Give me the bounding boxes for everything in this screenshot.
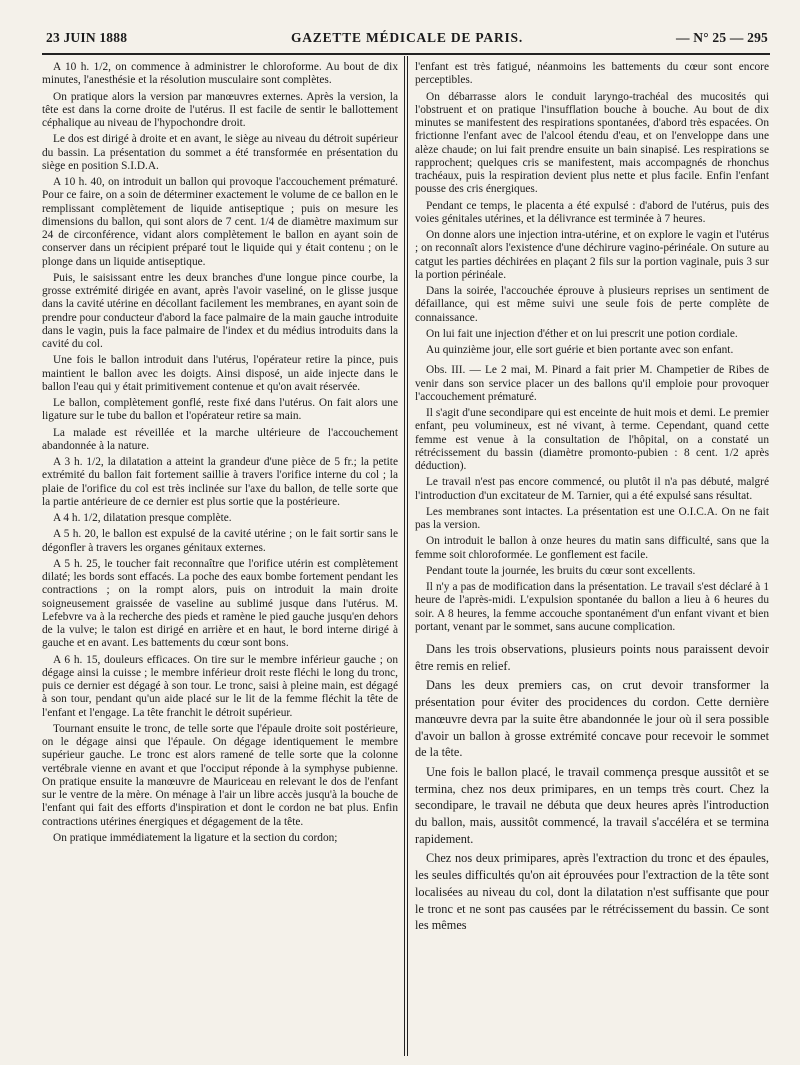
paragraph: A 6 h. 15, douleurs efficaces. On tire sur le membre inférieur gauche ; on dégage ainsi la cuisse ; le membre inférieur droit reste fléchi le long du tronc, puis ce dernier est dégagé à son tour. Le tronc, saisi à pleine main, est dégagé à son tour, pendant qu'un aide placé sur le lit de la femme fléchit la tête de l'enfant et l'engage. La tête franchit le détroit supérieur. bbox=[42, 653, 398, 719]
paragraph: Dans les deux premiers cas, on crut devoir transformer la présentation pour éviter des procidences du cordon. Cette dernière manœuvre devra par la suite être abandonnée le jour où il sera possible d'avoir un ballon à grosse extrémité concave pour recevoir le sommet de la tête. bbox=[415, 678, 769, 760]
page-number: — N° 25 — 295 bbox=[676, 30, 768, 45]
paragraph: A 5 h. 25, le toucher fait reconnaître que l'orifice utérin est complètement dilaté; les bords sont effacés. La poche des eaux bombe fortement pendant les contractions ; on la rompt alors, puis on introduit la main droite soigneusement graissée de vaseline au sublimé jusque dans l'utérus. M. Lefebvre va à la recherche des pieds et ramène le pied gauche jusqu'en dehors de la vulve; le talon est dirigé en arrière et en haut, le bord interne dirigé à gauche et en avant. Les battements du cœur sont bons. bbox=[42, 557, 398, 650]
paragraph: Dans la soirée, l'accouchée éprouve à plusieurs reprises un sentiment de défaillance, qui est même suivi une seule fois de perte complète de connaissance. bbox=[415, 285, 769, 324]
column-divider-inner bbox=[407, 56, 408, 1056]
left-column bbox=[42, 61, 398, 1056]
paragraph: On donne alors une injection intra-utérine, et on explore le vagin et l'utérus ; on reconnaît alors l'existence d'une déchirure vagino-périnéale. On suture au catgut les parties déchirées en plaçant 2 fils sur la portion vaginale, puis 3 sur la portion périnéale. bbox=[415, 229, 769, 281]
page-header bbox=[46, 30, 768, 50]
column-divider bbox=[404, 56, 405, 1056]
paragraph: A 3 h. 1/2, la dilatation a atteint la grandeur d'une pièce de 5 fr.; la petite extrémité du ballon fait fortement saillie à travers l'orifice interne du col ; la plaie de l'orifice du col est très inclinée sur l'axe du ballon, de telle sorte que la partie antérieure de ce dernier est plus sortie que la postérieure. bbox=[42, 456, 398, 508]
observation-heading-paragraph: Obs. III. — Le 2 mai, M. Pinard a fait prier M. Champetier de Ribes de venir dans son service placer un des ballons qu'il emploie pour provoquer l'accouchement prématuré. bbox=[415, 364, 769, 403]
paragraph: Tournant ensuite le tronc, de telle sorte que l'épaule droite soit postérieure, on le dégage ainsi que l'épaule. On dégage identiquement le membre supérieur gauche. Le tronc est alors ramené de telle sorte que la colonne vertébrale vienne en avant et que l'occiput réponde à la symphyse pubienne. On pratique ensuite la manœuvre de Mauriceau en relevant le dos de l'enfant sur le ventre de la mère. On ménage à l'air un libre accès jusqu'à la bouche de l'enfant qui fait des efforts d'inspiration et dont le cordon ne bat plus. Enfin contractions utérines énergiques et dégagement de la tête. bbox=[42, 722, 398, 828]
paragraph: Une fois le ballon introduit dans l'utérus, l'opérateur retire la pince, puis maintient le ballon avec les doigts. Ainsi disposé, un aide injecte dans le ballon l'eau qui y était primitivement contenue et qu'on avait réservée. bbox=[42, 354, 398, 393]
paragraph: La malade est réveillée et la marche ultérieure de l'accouchement abandonnée à la nature. bbox=[42, 426, 398, 452]
paragraph: Puis, le saisissant entre les deux branches d'une longue pince courbe, la grosse extrémité dirigée en avant, après l'avoir vaseliné, on le glisse jusque dans la cavité utérine en décollant facilement les membranes, en ayant soin de prendre pour conducteur d'abord la face palmaire de la main gauche introduite dans le vagin, puis la face palmaire de l'index et du médius introduits dans la cavité du col. bbox=[42, 271, 398, 350]
paragraph: Une fois le ballon placé, le travail commença presque aussitôt et se termina, chez nos deux primipares, en un temps très court. Chez la secondipare, le travail ne débuta que deux heures après l'introduction du ballon, mais, aussitôt commencé, la travail s'accéléra et se termina rapidement. bbox=[415, 764, 769, 846]
paragraph: Pendant toute la journée, les bruits du cœur sont excellents. bbox=[426, 564, 696, 577]
paragraph: A 5 h. 20, le ballon est expulsé de la cavité utérine ; on le fait sortir sans le dégonfler à travers les organes génitaux externes. bbox=[42, 528, 398, 554]
paragraph: l'enfant est très fatigué, néanmoins les battements du cœur sont encore perceptibles. bbox=[415, 61, 769, 87]
paragraph: On pratique immédiatement la ligature et la section du cordon; bbox=[53, 831, 338, 844]
paragraph: Au quinzième jour, elle sort guérie et bien portante avec son enfant. bbox=[426, 344, 734, 356]
paragraph: Dans les trois observations, plusieurs points nous paraissent devoir être remis en relief. bbox=[415, 642, 769, 673]
paragraph: Il n'y a pas de modification dans la présentation. Le travail s'est déclaré à 1 heure de l'après-midi. L'expulsion spontanée du ballon a lieu à 6 heures du soir. A 8 heures, la femme accouche spontanément d'un enfant vivant et bien portant, venant par le sommet, sans aucune complication. bbox=[415, 581, 769, 633]
paragraph: On introduit le ballon à onze heures du matin sans difficulté, sans que la femme soit chloroformée. Le gonflement est facile. bbox=[415, 535, 769, 561]
paragraph: On pratique alors la version par manœuvres externes. Après la version, la tête est dans la corne droite de l'utérus. Il est facile de sentir le ballottement céphalique au niveau de l'hypochondre droit. bbox=[42, 90, 398, 129]
paragraph: On lui fait une injection d'éther et on lui prescrit une potion cordiale. bbox=[426, 327, 738, 340]
paragraph: Le ballon, complètement gonflé, reste fixé dans l'utérus. On fait alors une ligature sur le tube du ballon et l'opérateur retire sa main. bbox=[42, 397, 398, 423]
paragraph: Le dos est dirigé à droite et en avant, le siège au niveau du détroit supérieur du bassin. La présentation du sommet a été transformée en présentation du siège en position S.I.D.A. bbox=[42, 133, 398, 172]
header-rule bbox=[42, 53, 770, 55]
paragraph: Chez nos deux primipares, après l'extraction du tronc et des épaules, les seules difficultés qu'on ait éprouvées pour l'extraction de la tête sont localisées au niveau du col, dont la dilatation n'est suffisante que pour le tronc et ne sont pas causées par le rétrécissement du bassin. Ce sont les mêmes bbox=[415, 851, 769, 933]
paragraph: A 4 h. 1/2, dilatation presque complète. bbox=[53, 512, 232, 524]
paragraph: Pendant ce temps, le placenta a été expulsé : d'abord de l'utérus, puis des voies génitales utérines, et la délivrance est terminée à 7 heures. bbox=[415, 199, 769, 225]
paragraph: On débarrasse alors le conduit laryngo-trachéal des mucosités qui l'obstruent et on pratique l'insufflation bouche à bouche. Au bout de dix minutes se manifestent des respirations spontanées, d'abord très espacées. On frictionne l'enfant avec de l'alcool étendu d'eau, et on l'enveloppe dans une alèze chaude; on lui fait prendre ensuite un bain sinapisé. Les respirations se rapprochent; quelques cris se manifestent, mais accompagnés de rhonchus trachéaux, puis la respiration devient plus nette et plus facile. Enfin l'enfant pousse des cris énergiques. bbox=[415, 90, 769, 196]
paragraph: Les membranes sont intactes. La présentation est une O.I.C.A. On ne fait pas la version. bbox=[415, 505, 769, 531]
right-column bbox=[415, 61, 769, 1056]
journal-title: GAZETTE MÉDICALE DE PARIS. bbox=[290, 30, 524, 45]
paragraph: Il s'agit d'une secondipare qui est enceinte de huit mois et demi. Le premier enfant, peu volumineux, est né vivant, à terme. Cependant, quand cette femme est venue à la consultation de l'hôpital, on a constaté un rétrécissement du bassin (diamètre promonto-pubien : 8 cent. 1/2 après déduction). bbox=[415, 407, 769, 472]
paragraph: A 10 h. 1/2, on commence à administrer le chloroforme. Au bout de dix minutes, l'anesthésie et la résolution musculaire sont complètes. bbox=[42, 61, 398, 87]
paragraph: Le travail n'est pas encore commencé, ou plutôt il n'a pas débuté, malgré l'introduction d'un excitateur de M. Tarnier, qui a été expulsé sans résultat. bbox=[415, 476, 769, 502]
paragraph: A 10 h. 40, on introduit un ballon qui provoque l'accouchement prématuré. Pour ce faire, on a soin de déterminer exactement le volume de ce ballon en le remplissant complètement de liquide antiseptique ; puis on mesure les dimensions du ballon, qui sont alors de 7 cent. 1/4 de diamètre maximum sur 24 de circonférence, vidant alors complètement le ballon en ayant soin de conserver dans un récipient préparé tout le liquide qui y était contenu ; on le plonge dans un liquide antiseptique. bbox=[42, 176, 398, 268]
issue-date: 23 JUIN 1888 bbox=[46, 30, 128, 45]
